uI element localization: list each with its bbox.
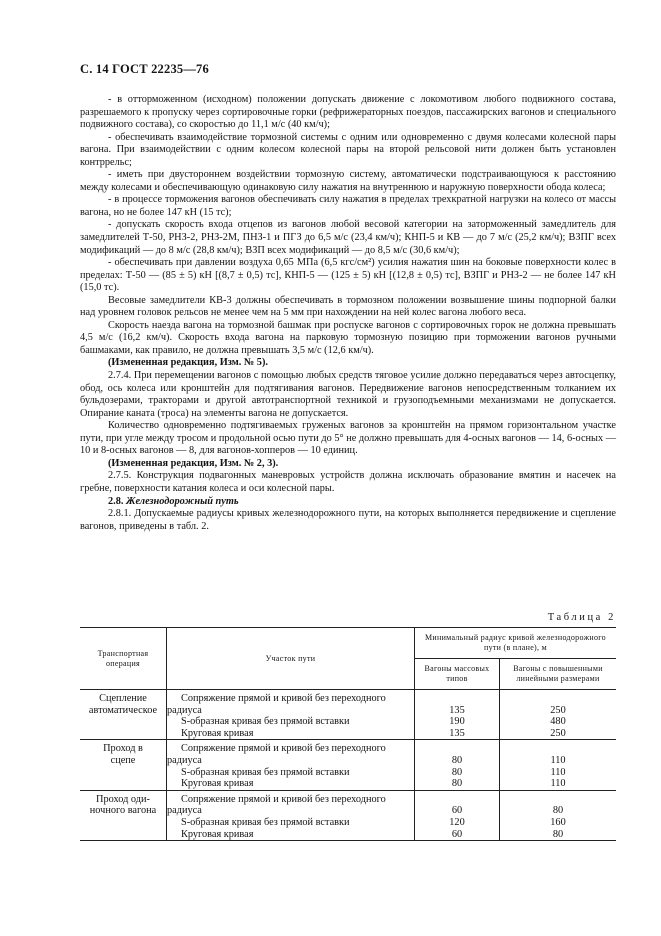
large-radius-cell: 250 480 250 <box>500 690 617 740</box>
paragraph: - в отторможенном (исходном) положении допускать движение с локомотивом любого подвижного состава, разрешаемого к пропуску через сортировочные горки (рефрижераторных поездов, пассажирских вагонов и специального подвижного состава), со скоростью до 11,1 м/с (40 км/ч); <box>80 94 616 131</box>
operation-cell: Сцепление автоматическое <box>80 690 167 740</box>
mass-radius-cell: 135 190 135 <box>415 690 500 740</box>
paragraph: Количество одновременно подтягиваемых груженых вагонов за кронштейн на прямом горизонтальном участке пути, при угле между тросом и продольной осью пути до 5° не должно превышать для 4-осных вагонов — 14, 6-осных — 10 и 8-осных вагонов — 8, для вагонов-хопперов — 10 единиц. <box>80 420 616 457</box>
table-row <box>80 740 616 790</box>
segment-cell: Сопряжение прямой и кривой без переходного радиуса S-образная кривая без прямой вставки Круговая кривая <box>167 690 415 740</box>
section-title: Железнодорожный путь <box>126 495 239 507</box>
paragraph: - обеспечивать взаимодействие тормозной системы с одним или одновременно с двумя колесами колесной пары вагона. При взаимодействии с одним колесом колесной пары на второй рельсовой нити должен быть установлен контррельс; <box>80 131 616 168</box>
paragraph: Весовые замедлители КВ-3 должны обеспечивать в тормозном положении возвышение шины подпорной балки над уровнем головок рельсов не менее чем на 5 мм при нахождении на ней колес вагона любого веса. <box>80 294 616 319</box>
paragraph: 2.7.5. Конструкция подвагонных маневровых устройств должна исключать образование вмятин и насечек на гребне, поверхности катания колеса и оси колесной пары. <box>80 470 616 494</box>
header-operation: Транспортная операция <box>80 628 167 690</box>
table-row <box>80 690 616 740</box>
operation-cell: Проход в сцепе <box>80 740 167 790</box>
segment-cell: Сопряжение прямой и кривой без переходного радиуса S-образная кривая без прямой вставки Круговая кривая <box>167 740 415 790</box>
revision-note: (Измененная редакция, Изм. № 2, 3). <box>108 457 279 469</box>
header-segment: Участок пути <box>167 628 415 690</box>
mass-radius-cell: 60 120 60 <box>415 790 500 840</box>
section-number: 2.8. <box>108 495 124 507</box>
large-radius-cell: 110 110 110 <box>500 740 617 790</box>
paragraph: - обеспечивать при давлении воздуха 0,65 МПа (6,5 кгс/см²) усилия нажатия шин на боковые поверхности колес в пределах: Т-50 — (85 ± 5) кН [(8,7 ± 0,5) тс], КНП-5 — (125 ± 5) кН [(12,8 ± 0,5) тс], ВЗПГ и РНЗ-2 — не более 147 кН (15,0 тс). <box>80 257 616 294</box>
header-min-radius: Минимальный радиус кривой железнодорожного пути (в плане), м <box>415 628 617 659</box>
paragraph: Скорость наезда вагона на тормозной башмак при роспуске вагонов с сортировочных горок не должна превышать 4,5 м/с (16,2 км/ч). Скорость входа вагона на парковую тормозную позицию при торможении вагонов ручными башмаками, как правило, не должна превышать 3,5 м/с (12,6 км/ч). <box>80 319 616 356</box>
paragraph: - в процессе торможения вагонов обеспечивать силу нажатия в пределах трехкратной нагрузки на колесо от массы вагона, но не более 147 кН (15 тс); <box>80 194 616 218</box>
page-header: С. 14 ГОСТ 22235—76 <box>80 62 209 76</box>
revision-note: (Измененная редакция, Изм. № 5). <box>108 357 268 369</box>
header-large-wagons: Вагоны с повышенными линейными размерами <box>500 659 617 690</box>
document-body <box>80 94 616 533</box>
header-mass-wagons: Вагоны массовых типов <box>415 659 500 690</box>
mass-radius-cell: 80 80 80 <box>415 740 500 790</box>
large-radius-cell: 80 160 80 <box>500 790 617 840</box>
paragraph: 2.7.4. При перемещении вагонов с помощью любых средств тяговое усилие должно передаваться через автосцепку, обод, ось колеса или кронштейн для подтягивания вагонов. Передвижение вагонов непосредственным толканием их бульдозерами, тракторами и другой автотранспортной техникой и грузоподъемными механизмами не допускается. Опирание каната (троса) на элементы вагона не допускается. <box>80 370 616 419</box>
radius-table <box>80 627 616 841</box>
operation-cell: Проход оди- ночного вагона <box>80 790 167 840</box>
table-caption: Таблица 2 <box>547 612 616 623</box>
paragraph: - допускать скорость входа отцепов из вагонов любой весовой категории на заторможенный замедлитель для замедлителей Т-50, РНЗ-2, РНЗ-2М, ПНЗ-1 и ПГЗ до 6,5 м/с (23,4 км/ч); КНП-5 и КВ — до 7 м/с (25,2 км/ч); ВЗПГ всех модификаций — до 8 м/с (28,8 км/ч); ВЗП всех модификаций — до 8,5 м/с (30,6 км/ч); <box>80 219 616 256</box>
table-row <box>80 790 616 840</box>
segment-cell: Сопряжение прямой и кривой без переходного радиуса S-образная кривая без прямой вставки Круговая кривая <box>167 790 415 840</box>
paragraph: - иметь при двустороннем воздействии тормозную систему, автоматически подстраивающуюся к расстоянию между колесами и обеспечивающую одинаковую силу нажатия на внутреннюю и наружную поверхности обода колеса; <box>80 169 616 193</box>
section-heading <box>80 496 616 509</box>
paragraph: 2.8.1. Допускаемые радиусы кривых железнодорожного пути, на которых выполняется передвижение и сцепление вагонов, приведены в табл. 2. <box>80 508 616 532</box>
